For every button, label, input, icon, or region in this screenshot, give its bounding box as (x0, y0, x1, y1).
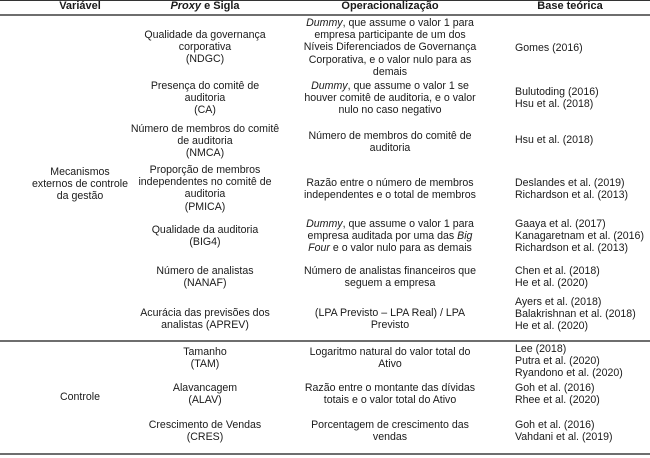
variavel-cell-line: externos de controle (32, 178, 128, 191)
operacionalizacao-cell-line: Dummy, que assume o valor 1 para (306, 218, 474, 230)
base-teorica-cell-line: Ayers et al. (2018) (515, 296, 602, 308)
operacionalizacao-cell-line: seguem a empresa (344, 277, 436, 290)
operacionalizacao-cell-line: Ativo (378, 358, 402, 371)
proxy-cell-line: Alavancagem (172, 382, 238, 394)
operacionalizacao-cell-line: totais e o valor total do Ativo (323, 394, 457, 407)
operacionalizacao-cell-line: Razão entre o montante das dívidas (304, 382, 476, 394)
operacionalizacao-cell-line: Número de analistas financeiros que (304, 265, 476, 277)
base-teorica-cell (515, 86, 599, 110)
proxy-cell-line: Crescimento de Vendas (148, 419, 262, 431)
base-teorica-cell (515, 419, 613, 443)
proxy-cell-line: analistas (APREV) (161, 319, 249, 332)
operacionalizacao-cell-line: empresa auditada por uma das Big (307, 230, 473, 243)
operacionalizacao-cell-line: houver comitê de auditoria, e o valor (304, 92, 476, 105)
base-teorica-cell-line: Balakrishnan et al. (2018) (515, 308, 636, 321)
operacionalizacao-cell-line: Níveis Diferenciados de Governança (303, 41, 477, 54)
header-operacionalizacao: Operacionalização (341, 0, 439, 12)
proxy-cell (120, 80, 290, 117)
base-teorica-cell-line: He et al. (2020) (515, 277, 589, 290)
proxy-cell-line: (NMCA) (185, 147, 225, 160)
proxy-cell-line: Número de membros do comitê (130, 123, 280, 135)
operacionalizacao-cell-line: Corporativa, e o valor nulo para as (308, 53, 472, 66)
proxy-cell-line: Qualidade da auditoria (151, 224, 259, 236)
proxy-cell-line: auditoria (184, 188, 226, 201)
base-teorica-cell-line: Richardson et al. (2013) (515, 242, 629, 255)
header-proxy-rest: e Sigla (201, 0, 240, 12)
operacionalizacao-cell (290, 130, 490, 154)
base-teorica-cell-line: Chen et al. (2018) (515, 265, 600, 277)
proxy-cell-line: (TAM) (190, 358, 220, 371)
proxy-cell (120, 265, 290, 289)
variavel-cell-line: Controle (59, 391, 101, 403)
proxy-cell (120, 164, 290, 213)
base-teorica-cell (515, 42, 583, 54)
proxy-cell-line: de auditoria (177, 135, 233, 148)
header-proxy-sigla (120, 0, 290, 14)
base-teorica-cell-line: He et al. (2020) (515, 320, 589, 333)
base-teorica-cell-line: Goh et al. (2016) (515, 419, 595, 431)
operacionalizacao-cell-line: Four e o valor nulo para as demais (308, 242, 472, 255)
operacionalizacao-cell-line: Dummy, que assume o valor 1 se (311, 80, 469, 92)
base-teorica-cell (515, 134, 593, 146)
header-proxy-italic: Proxy (170, 0, 202, 12)
base-teorica-cell-line: Hsu et al. (2018) (515, 134, 594, 146)
operacionalizacao-cell-line: Logaritmo natural do valor total do (309, 346, 471, 358)
operacionalizacao-cell-line: auditoria (369, 142, 411, 155)
base-teorica-cell (515, 382, 600, 406)
proxy-cell-line: (ALAV) (188, 394, 222, 407)
base-teorica-cell-line: Richardson et al. (2013) (515, 189, 629, 202)
base-teorica-cell (515, 265, 600, 289)
operacionalizacao-cell (290, 177, 490, 201)
base-teorica-cell-line: Kanagaretnam et al. (2016) (515, 230, 644, 243)
proxy-cell (120, 123, 290, 160)
operacionalizacao-cell-line: empresa participante de um dos (314, 29, 466, 42)
proxy-cell-line: (NDGC) (185, 53, 225, 66)
base-teorica-cell-line: Lee (2018) (515, 343, 567, 355)
variavel-cell-line: Mecanismos (50, 166, 110, 178)
proxy-cell (120, 29, 290, 66)
operacionalizacao-cell-line: (LPA Previsto – LPA Real) / LPA (314, 307, 466, 319)
operacionalizacao-cell (290, 419, 490, 443)
proxy-cell-line: independentes no comitê de (138, 176, 272, 189)
proxy-cell-line: Presença do comitê de (150, 80, 260, 92)
proxy-cell-line: Qualidade da governança (144, 29, 266, 41)
operacionalizacao-cell-line: independentes e o total de membros (304, 189, 476, 202)
proxy-cell (120, 307, 290, 331)
header-base-teorica: Base teórica (537, 0, 603, 12)
proxy-cell-line: Proporção de membros (149, 164, 261, 176)
proxy-cell-line: Número de analistas (156, 265, 254, 277)
proxy-cell-line: (PMICA) (184, 200, 226, 213)
proxy-cell-line: (BIG4) (189, 236, 221, 249)
proxy-cell-line: auditoria (184, 92, 226, 105)
operacionalizacao-cell (290, 218, 490, 255)
base-teorica-cell-line: Gaaya et al. (2017) (515, 218, 606, 230)
operacionalizacao-cell (290, 382, 490, 406)
base-teorica-cell-line: Rhee et al. (2020) (515, 394, 600, 407)
operacionalizacao-cell-line: demais (372, 65, 408, 78)
operacionalizacao-cell (290, 17, 490, 78)
proxy-cell-line: (CA) (194, 104, 216, 117)
header-variavel: Variável (59, 0, 101, 12)
operacionalizacao-cell-line: Previsto (370, 319, 410, 332)
proxy-cell-line: corporativa (178, 41, 232, 54)
header-rule (0, 14, 650, 16)
base-teorica-cell (515, 343, 623, 380)
base-teorica-cell-line: Ryandono et al. (2020) (515, 367, 623, 380)
operacionalizacao-cell-line: vendas (372, 431, 408, 444)
base-teorica-cell (515, 177, 628, 201)
proxy-cell (120, 382, 290, 406)
operacionalizacao-cell-line: Porcentagem de crescimento das (311, 419, 469, 431)
operacionalizacao-cell (290, 307, 490, 331)
operacionalizacao-cell (290, 80, 490, 117)
base-teorica-cell (515, 296, 636, 333)
proxy-cell-line: Tamanho (183, 346, 227, 358)
base-teorica-cell-line: Goh et al. (2016) (515, 382, 595, 394)
base-teorica-cell-line: Vahdani et al. (2019) (515, 431, 613, 444)
operacionalizacao-cell-line: Dummy, que assume o valor 1 para (306, 17, 474, 29)
operacionalizacao-cell-line: Número de membros do comitê de (308, 130, 472, 142)
proxy-cell-line: Acurácia das previsões dos (140, 307, 270, 319)
proxy-cell (120, 419, 290, 443)
proxy-cell-line: (CRES) (186, 431, 224, 444)
variavel-cell-line: da gestão (56, 190, 104, 203)
proxy-cell-line: (NANAF) (183, 277, 227, 290)
base-teorica-cell-line: Putra et al. (2020) (515, 355, 600, 368)
base-teorica-cell-line: Hsu et al. (2018) (515, 98, 594, 111)
base-teorica-cell (515, 218, 644, 255)
operacionalizacao-cell (290, 346, 490, 370)
operacionalizacao-cell-line: Razão entre o número de membros (306, 177, 474, 189)
section-rule (0, 340, 650, 342)
base-teorica-cell-line: Deslandes et al. (2019) (515, 177, 625, 189)
base-teorica-cell-line: Gomes (2016) (515, 42, 583, 54)
base-teorica-cell-line: Bulutoding (2016) (515, 86, 599, 98)
proxy-cell (120, 224, 290, 248)
proxy-cell (120, 346, 290, 370)
table-bottom-rule (0, 453, 650, 455)
operacionalizacao-cell (290, 265, 490, 289)
operacionalizacao-cell-line: nulo no caso negativo (338, 104, 442, 117)
